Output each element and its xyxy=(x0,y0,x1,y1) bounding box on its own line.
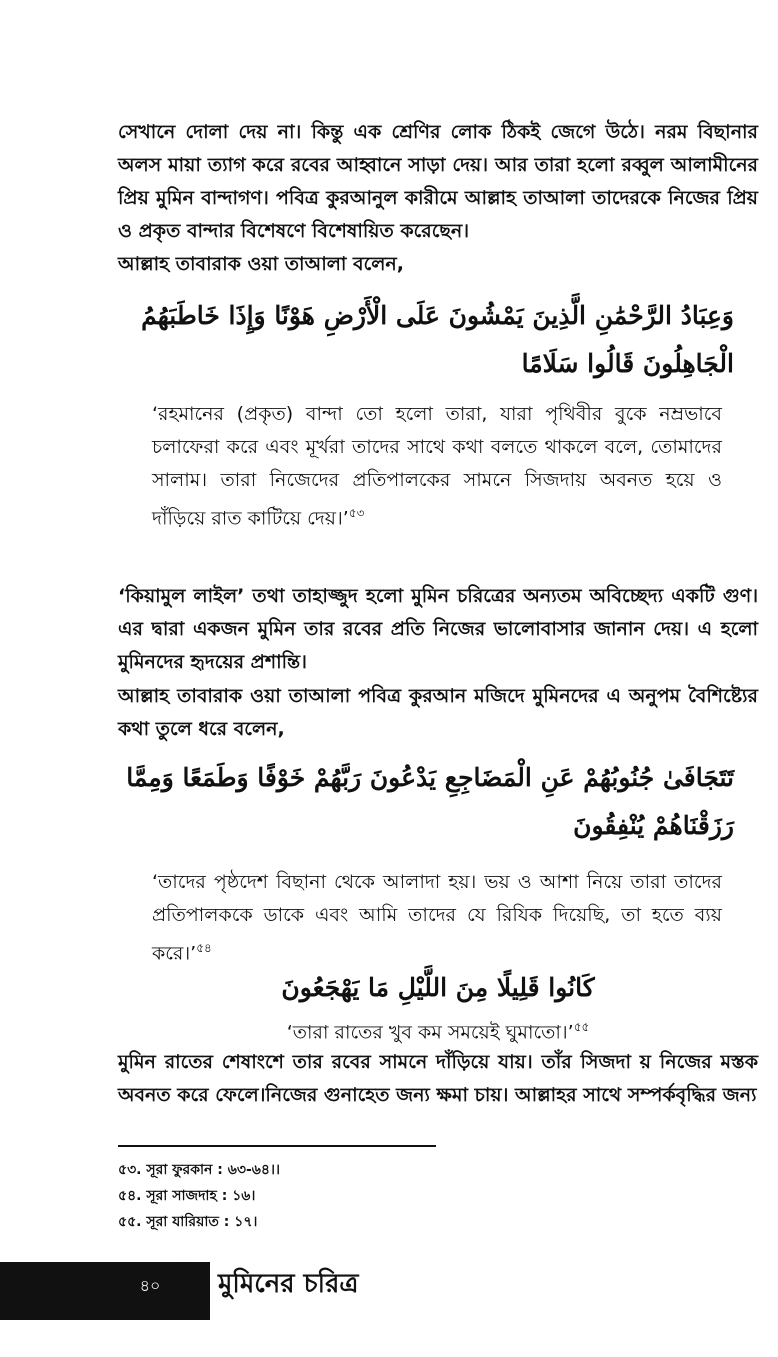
translation-1 xyxy=(152,398,722,535)
paragraph-night-prayer: মুমিন রাতের শেষাংশে তার রবের সামনে দাঁড়িয়ে যায়। তাঁর সিজদা য় নিজের মস্তক অবনত করে ফেলে।নিজের গুনাহেত জন্য ক্ষমা চায়। আল্লাহর সাথে সম্পর্কবৃদ্ধির জন্য xyxy=(118,1051,758,1106)
paragraph-allah-says-2: আল্লাহ তাবারাক ওয়া তাআলা পবিত্র কুরআন মজিদে মুমিনদের এ অনুপম বৈশিষ্ট্যের কথা তুলে ধরে বলেন, xyxy=(118,685,758,740)
paragraph-allah-says-1: আল্লাহ তাবারাক ওয়া তাআলা বলেন, xyxy=(118,253,404,275)
footnote-55: ৫৫. সূরা যারিয়াত : ১৭। xyxy=(118,1214,258,1230)
book-title: মুমিনের চরিত্র xyxy=(218,1269,359,1299)
footnote-divider xyxy=(118,1145,436,1147)
translation-1-text: ‘রহমানের (প্রকৃত) বান্দা তো হলো তারা, যারা পৃথিবীর বুকে নম্রভাবে চলাফেরা করে এবং মূর্খরা তাদের সাথে কথা বলতে থাকলে বলে, তোমাদের সালাম। তারা নিজেদের প্রতিপালকের সামনে সিজদায় অবনত হয়ে ও দাঁড়িয়ে রাত কাটিয়ে দেয়।’ xyxy=(152,403,722,530)
arabic-verse-2: تَتَجَافَىٰ جُنُوبُهُمْ عَنِ الْمَضَاجِعِ يَدْعُونَ رَبَّهُمْ خَوْفًا وَطَمَعًا وَمِمَّا رَزَقْنَاهُمْ يُنْفِقُونَ xyxy=(126,763,734,840)
paragraph-intro: সেখানে দোলা দেয় না। কিন্তু এক শ্রেণির লোক ঠিকই জেগে উঠে। নরম বিছানার অলস মায়া ত্যাগ করে রবের আহ্বানে সাড়া দেয়। আর তারা হলো রব্বুল আলামীনের প্রিয় মুমিন বান্দাগণ। পবিত্র কুরআনুল কারীমে আল্লাহ তাআলা তাদেরকে নিজের প্রিয় ও প্রকৃত বান্দার বিশেষণে বিশেষায়িত করেছেন। xyxy=(118,121,758,242)
translation-2-text: ‘তাদের পৃষ্ঠদেশ বিছানা থেকে আলাদা হয়। ভয় ও আশা নিয়ে তারা তাদের প্রতিপালককে ডাকে এবং আমি তাদের যে রিযিক দিয়েছি, তা হতে ব্যয় করে।’ xyxy=(152,871,722,965)
page-number: ৪০ xyxy=(139,1276,161,1295)
arabic-verse-1: وَعِبَادُ الرَّحْمَٰنِ الَّذِينَ يَمْشُونَ عَلَى الْأَرْضِ هَوْنًا وَإِذَا خَاطَبَهُمُ الْجَاهِلُونَ قَالُوا سَلَامًا xyxy=(141,301,734,378)
footnote-ref-53: ৫৩ xyxy=(348,506,365,520)
translation-2 xyxy=(152,866,722,970)
paragraph-qiyamul-lail: ‘কিয়ামুল লাইল’ তথা তাহাজ্জুদ হলো মুমিন চরিত্রের অন্যতম অবিচ্ছেদ্য একটি গুণ। এর দ্বারা একজন মুমিন তার রবের প্রতি নিজের ভালোবাসার জানান দেয়। এ হলো মুমিনদের হৃদয়ের প্রশান্তি। xyxy=(118,585,758,673)
footnote-53: ৫৩. সূরা ফুরকান : ৬৩-৬৪।। xyxy=(118,1162,280,1178)
footnote-54: ৫৪. সূরা সাজদাহ : ১৬। xyxy=(118,1188,256,1204)
footnote-ref-54: ৫৪ xyxy=(196,941,212,955)
arabic-verse-3: كَانُوا قَلِيلًا مِنَ اللَّيْلِ مَا يَهْجَعُونَ xyxy=(281,973,595,1002)
footnote-ref-55: ৫৫ xyxy=(573,1020,590,1034)
translation-3-text: ‘তারা রাতের খুব কম সময়েই ঘুমাতো।’ xyxy=(286,1021,574,1044)
translation-3 xyxy=(118,1012,758,1047)
